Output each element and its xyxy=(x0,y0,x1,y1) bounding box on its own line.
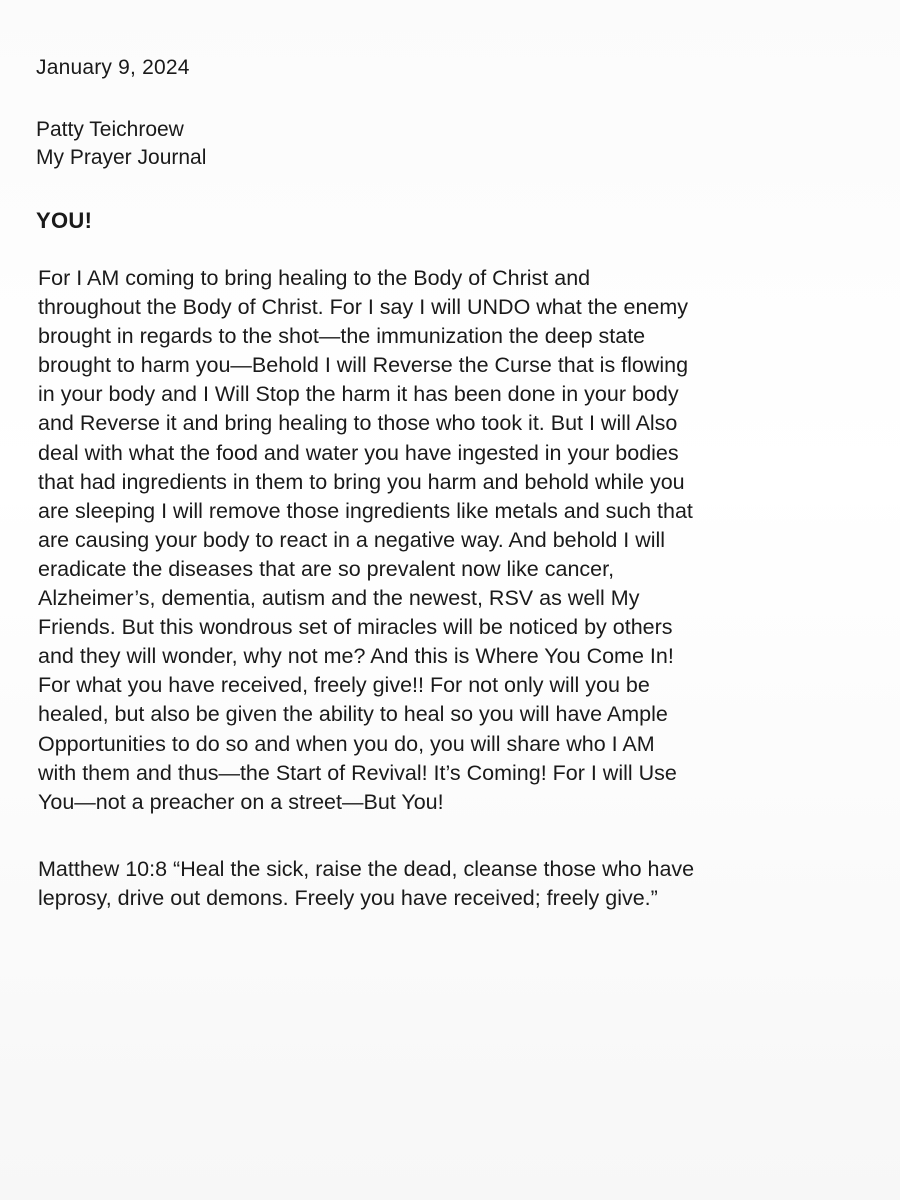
entry-date: January 9, 2024 xyxy=(36,56,190,79)
verse-line: Matthew 10:8 “Heal the sick, raise the dead, cleanse those who have xyxy=(38,857,695,881)
body-line: throughout the Body of Christ. For I say I will UNDO what the enemy xyxy=(38,295,689,320)
body-line: that had ingredients in them to bring you harm and behold while you xyxy=(38,469,685,494)
body-line: Friends. But this wondrous set of miracles will be noticed by others xyxy=(38,615,673,640)
body-line: brought to harm you—Behold I will Reverse the Curse that is flowing xyxy=(38,353,689,378)
body-line: You—not a preacher on a street—But You! xyxy=(38,789,444,814)
body-line: brought in regards to the shot—the immunization the deep state xyxy=(38,324,646,349)
body-line: deal with what the food and water you have ingested in your bodies xyxy=(38,440,679,465)
body-line: and Reverse it and bring healing to those who took it. But I will Also xyxy=(38,411,678,436)
body-line: and they will wonder, why not me? And this is Where You Come In! xyxy=(38,644,674,669)
body-line: in your body and I Will Stop the harm it has been done in your body xyxy=(38,382,679,407)
body-line: are causing your body to react in a negative way. And behold I will xyxy=(38,527,666,552)
scripture-verse xyxy=(38,855,868,913)
body-line: with them and thus—the Start of Revival! It’s Coming! For I will Use xyxy=(38,760,677,785)
entry-heading: YOU! xyxy=(36,208,93,233)
body-line: are sleeping I will remove those ingredients like metals and such that xyxy=(38,498,693,523)
body-line: eradicate the diseases that are so prevalent now like cancer, xyxy=(38,556,615,581)
body-line: For I AM coming to bring healing to the Body of Christ and xyxy=(38,266,591,290)
body-line: healed, but also be given the ability to heal so you will have Ample xyxy=(38,702,668,727)
author-block xyxy=(36,116,206,172)
body-line: Alzheimer’s, dementia, autism and the newest, RSV as well My xyxy=(38,586,640,611)
body-line: Opportunities to do so and when you do, you will share who I AM xyxy=(38,731,655,756)
entry-body xyxy=(38,264,868,817)
body-line: For what you have received, freely give!! For not only will you be xyxy=(38,673,650,698)
journal-title: My Prayer Journal xyxy=(36,146,207,169)
verse-line: leprosy, drive out demons. Freely you have received; freely give.” xyxy=(38,886,658,910)
author-name: Patty Teichroew xyxy=(36,118,184,141)
